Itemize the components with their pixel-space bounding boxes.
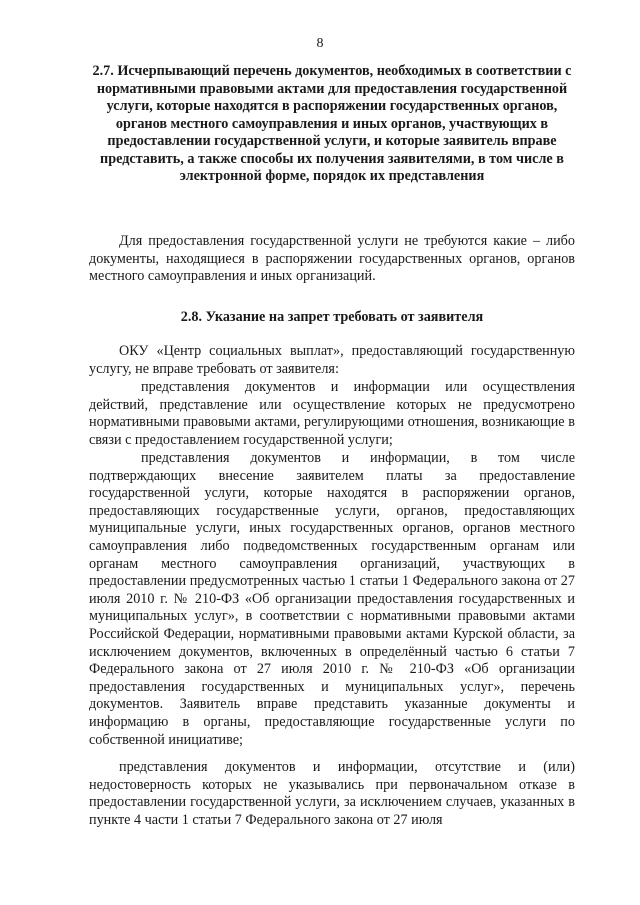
section-2-8-intro: ОКУ «Центр социальных выплат», предоставляющий государственную услугу, не вправе требовать от заявителя: <box>89 343 575 377</box>
section-2-7-paragraph: Для предоставления государственной услуги не требуются какие – либо документы, находящиеся в распоряжении государственных органов, органов местного самоуправления и иных организаций. <box>89 233 575 285</box>
section-2-8-item-3: представления документов и информации, отсутствие и (или) недостоверность которых не указывались при первоначальном отказе в предоставлении государственной услуги, за исключением случаев, указанных в пункте 4 части 1 статьи 7 Федерального закона от 27 июля <box>89 759 575 828</box>
section-2-8-heading: 2.8. Указание на запрет требовать от заявителя <box>180 309 484 325</box>
section-2-7-heading: 2.7. Исчерпывающий перечень документов, необходимых в соответствии с нормативными правовыми актами для предоставления государственной услуги, которые находятся в распоряжении государственных органов, органов местного самоуправления и иных органов, участвующих в предоставлении государственной услуги, и которые заявитель вправе представить, а также способы их получения заявителями, в том числе в электронной форме, порядок их представления <box>92 63 572 184</box>
section-2-8-item-2: представления документов и информации, в том числе подтверждающих внесение заявителем платы за предоставление государственной услуги, которые находятся в распоряжении органов, предоставляющих государственные услуги, органов, предоставляющих муниципальные услуги, иных государственных органов, органов местного самоуправления либо подведомственных государственным органам или органам местного самоуправления организаций, участвующих в предоставлении предусмотренных частью 1 статьи 1 Федерального закона от 27 июля 2010 г. № 210-ФЗ «Об организации предоставления государственных и муниципальных услуг», в соответствии с нормативными правовыми актами Российской Федерации, нормативными правовыми актами Курской области, за исключением документов, включенных в определённый частью 6 статьи 7 Федерального закона от 27 июля 2010 г. № 210-ФЗ «Об организации предоставления государственных и муниципальных услуг», перечень документов. Заявитель вправе представить указанные документы и информацию в органы, предоставляющие государственные услуги по собственной инициативе; <box>89 450 575 748</box>
section-2-8-item-1: представления документов и информации или осуществления действий, представление или осуществление которых не предусмотрено нормативными правовыми актами, регулирующими отношения, возникающие в связи с предоставлением государственной услуги; <box>89 379 575 448</box>
page-number: 8 <box>316 36 324 51</box>
